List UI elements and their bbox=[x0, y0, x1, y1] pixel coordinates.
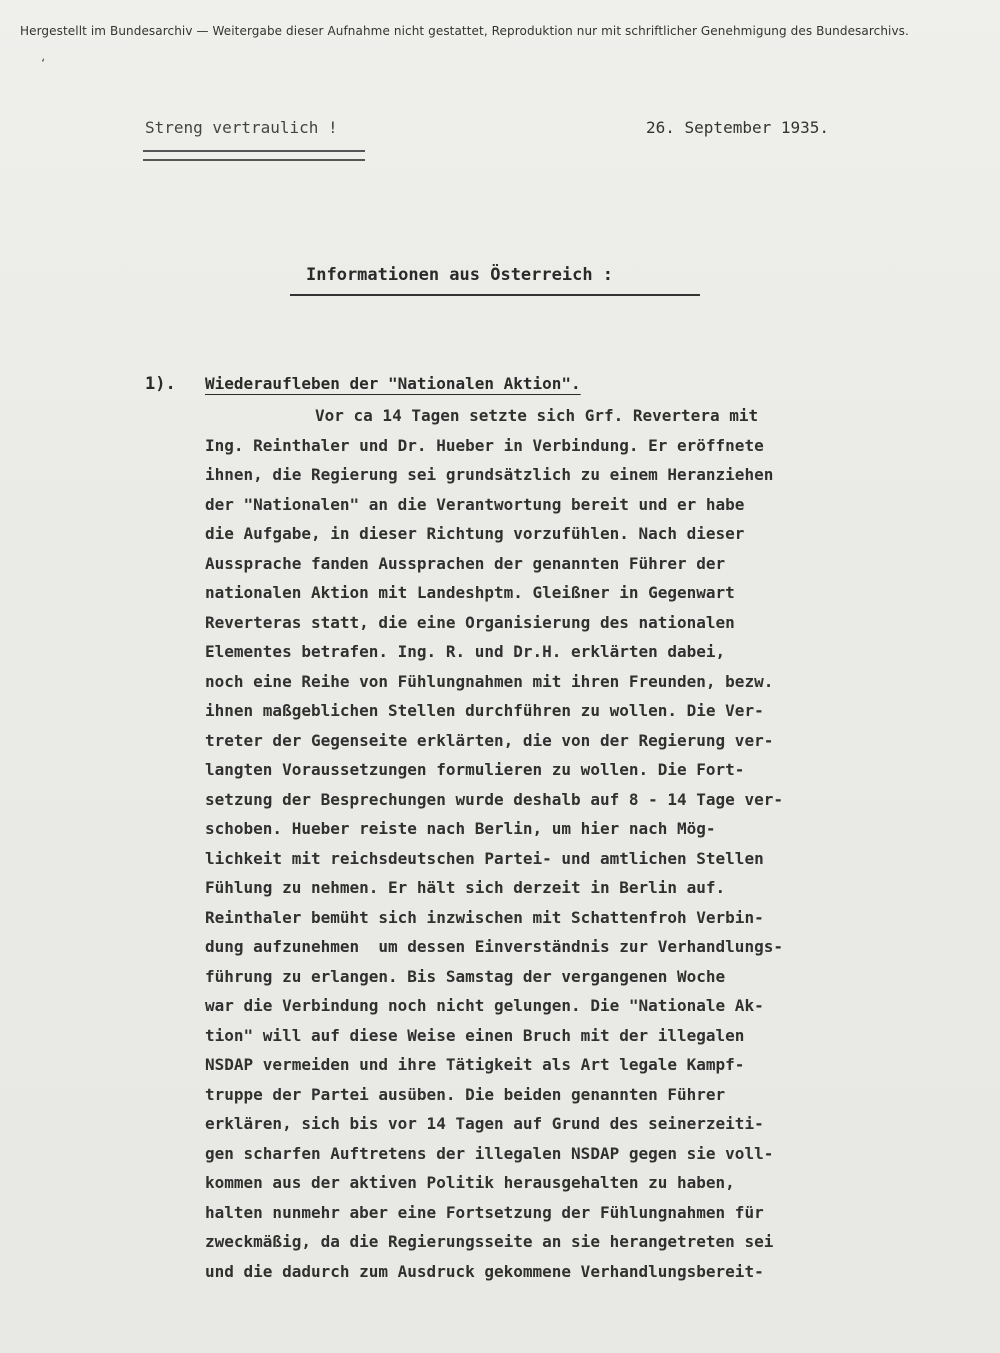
classification-double-underline bbox=[143, 150, 365, 161]
body-line: ihnen, die Regierung sei grundsätzlich zu einem Heranziehen bbox=[205, 465, 774, 484]
body-line: tion" will auf diese Weise einen Bruch mit der illegalen bbox=[205, 1025, 745, 1045]
body-line: Vor ca 14 Tagen setzte sich Grf. Revertera mit bbox=[315, 406, 759, 425]
body-line: und die dadurch zum Ausdruck gekommene Verhandlungsbereit- bbox=[205, 1261, 764, 1281]
body-line: langten Voraussetzungen formulieren zu wollen. Die Fort- bbox=[205, 760, 745, 779]
body-line: halten nunmehr aber eine Fortsetzung der Fühlungnahmen für bbox=[205, 1202, 764, 1222]
body-line: kommen aus der aktiven Politik herausgehalten zu haben, bbox=[205, 1173, 735, 1192]
body-line: ihnen maßgeblichen Stellen durchführen zu wollen. Die Ver- bbox=[205, 701, 764, 720]
body-line: Fühlung zu nehmen. Er hält sich derzeit in Berlin auf. bbox=[205, 878, 726, 897]
body-line: gen scharfen Auftretens der illegalen NSDAP gegen sie voll- bbox=[205, 1143, 774, 1163]
body-line: noch eine Reihe von Fühlungnahmen mit ihren Freunden, bezw. bbox=[205, 671, 774, 691]
body-line: Aussprache fanden Aussprachen der genannten Führer der bbox=[205, 553, 726, 573]
section-title: Wiederaufleben der "Nationalen Aktion". bbox=[205, 374, 581, 393]
section-number: 1). bbox=[145, 374, 176, 394]
speck-mark: ʻ bbox=[40, 58, 47, 69]
heading-underline bbox=[290, 294, 700, 296]
body-line: Reinthaler bemüht sich inzwischen mit Schattenfroh Verbin- bbox=[205, 907, 764, 927]
body-line: der "Nationalen" an die Verantwortung bereit und er habe bbox=[205, 494, 745, 514]
body-line: setzung der Besprechungen wurde deshalb auf 8 - 14 Tage ver- bbox=[205, 789, 783, 809]
document-heading: Informationen aus Österreich : bbox=[306, 265, 614, 285]
body-line: war die Verbindung noch nicht gelungen. Die "Nationale Ak- bbox=[205, 996, 764, 1015]
body-line: zweckmäßig, da die Regierungsseite an sie herangetreten sei bbox=[205, 1232, 774, 1251]
body-line: NSDAP vermeiden und ihre Tätigkeit als Art legale Kampf- bbox=[205, 1055, 745, 1074]
body-line: Reverteras statt, die eine Organisierung des nationalen bbox=[205, 612, 735, 632]
body-line: truppe der Partei ausüben. Die beiden genannten Führer bbox=[205, 1084, 726, 1104]
document-date: 26. September 1935. bbox=[646, 118, 830, 137]
body-line: dung aufzunehmen um dessen Einverständnis zur Verhandlungs- bbox=[205, 937, 783, 956]
section-body bbox=[205, 401, 965, 1286]
body-line: Ing. Reinthaler und Dr. Hueber in Verbindung. Er eröffnete bbox=[205, 435, 764, 455]
body-line: erklären, sich bis vor 14 Tagen auf Grund des seinerzeiti- bbox=[205, 1114, 764, 1133]
body-line: Elementes betrafen. Ing. R. und Dr.H. erklärten dabei, bbox=[205, 642, 726, 661]
body-line: lichkeit mit reichsdeutschen Partei- und amtlichen Stellen bbox=[205, 848, 764, 868]
body-line: die Aufgabe, in dieser Richtung vorzufühlen. Nach dieser bbox=[205, 524, 745, 543]
archive-notice: Hergestellt im Bundesarchiv — Weitergabe dieser Aufnahme nicht gestattet, Reproduktion nur mit schriftlicher Genehmigung des Bundesarchivs. bbox=[20, 24, 909, 38]
classification-label: Streng vertraulich ! bbox=[145, 118, 338, 137]
body-line: schoben. Hueber reiste nach Berlin, um hier nach Mög- bbox=[205, 819, 716, 838]
body-line: nationalen Aktion mit Landeshptm. Gleißner in Gegenwart bbox=[205, 583, 735, 602]
body-line: treter der Gegenseite erklärten, die von der Regierung ver- bbox=[205, 730, 774, 750]
body-line: führung zu erlangen. Bis Samstag der vergangenen Woche bbox=[205, 966, 726, 986]
